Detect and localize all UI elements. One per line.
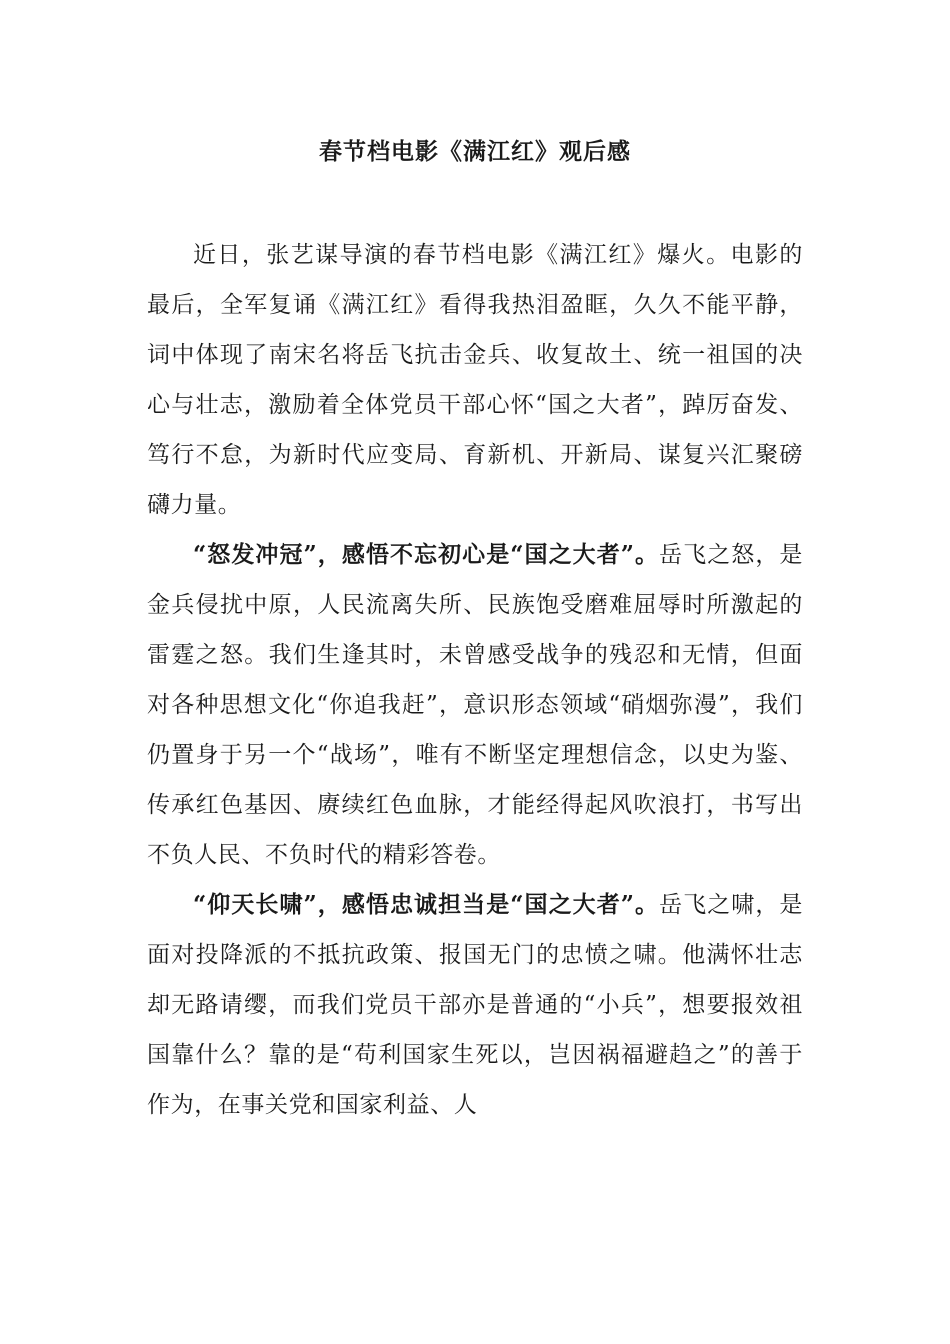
paragraph-lead: “怒发冲冠”，感悟不忘初心是“国之大者”。	[193, 541, 660, 568]
paragraph-lead: “仰天长啸”，感悟忠诚担当是“国之大者”。	[193, 891, 660, 918]
paragraph-text: 岳飞之啸，是面对投降派的不抵抗政策、报国无门的忠愤之啸。他满怀壮志却无路请缨，而我们党员干部亦是普通的“小兵”，想要报效祖国靠什么？靠的是“苟利国家生死以，岂因祸福避趋之”的善于作为，在事关党和国家利益、人	[147, 892, 803, 1118]
paragraph-intro	[147, 230, 803, 530]
document-title: 春节档电影《满江红》观后感	[319, 138, 631, 165]
paragraph-text: 岳飞之怒，是金兵侵扰中原，人民流离失所、民族饱受磨难屈辱时所激起的雷霆之怒。我们生逢其时，未曾感受战争的残忍和无情，但面对各种思想文化“你追我赶”，意识形态领域“硝烟弥漫”，我们仍置身于另一个“战场”，唯有不断坚定理想信念，以史为鉴、传承红色基因、赓续红色血脉，才能经得起风吹浪打，书写出不负人民、不负时代的精彩答卷。	[147, 542, 803, 868]
paragraph-text: 近日，张艺谋导演的春节档电影《满江红》爆火。电影的最后，全军复诵《满江红》看得我热泪盈眶，久久不能平静，词中体现了南宋名将岳飞抗击金兵、收复故土、统一祖国的决心与壮志，激励着全体党员干部心怀“国之大者”，踔厉奋发、笃行不怠，为新时代应变局、育新机、开新局、谋复兴汇聚磅礴力量。	[147, 242, 803, 518]
paragraph-section-2	[147, 880, 803, 1130]
paragraph-section-1	[147, 530, 803, 880]
document-body	[147, 230, 803, 1130]
